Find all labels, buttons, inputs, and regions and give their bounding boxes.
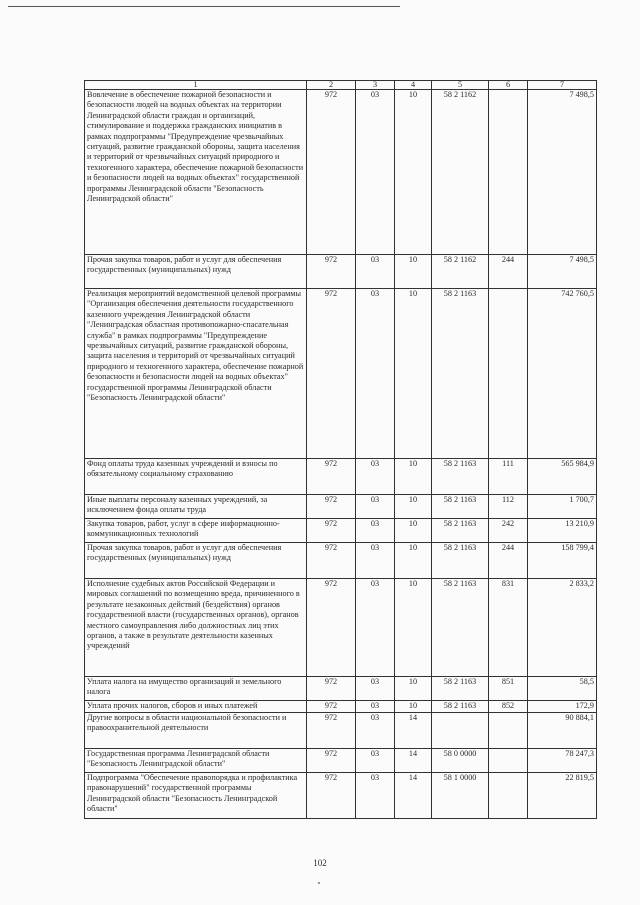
row-description: Уплата прочих налогов, сборов и иных платежей [85,701,307,713]
row-amount: 22 819,5 [528,773,597,819]
row-amount: 172,9 [528,701,597,713]
row-subsection: 10 [395,90,432,255]
row-amount: 565 984,9 [528,459,597,495]
row-grbs: 972 [307,701,356,713]
row-section: 03 [356,495,395,519]
row-description: Другие вопросы в области национальной безопасности и правоохранительной деятельности [85,713,307,749]
row-description: Подпрограмма "Обеспечение правопорядка и профилактика правонарушений" государственной программы Ленинградской области "Безопасность Ленинградской области" [85,773,307,819]
row-subsection: 10 [395,579,432,677]
row-subsection: 10 [395,459,432,495]
table-row [85,677,597,701]
row-target-code: 58 2 1163 [432,459,489,495]
row-description: Государственная программа Ленинградской области "Безопасность Ленинградской области" [85,749,307,773]
row-grbs: 972 [307,90,356,255]
row-description: Иные выплаты персоналу казенных учреждений, за исключением фонда оплаты труда [85,495,307,519]
row-section: 03 [356,90,395,255]
table-row [85,459,597,495]
row-section: 03 [356,289,395,459]
row-target-code: 58 2 1163 [432,677,489,701]
table-row [85,519,597,543]
row-target-code: 58 0 0000 [432,749,489,773]
row-expense-type: 242 [489,519,528,543]
row-expense-type: 244 [489,255,528,289]
row-expense-type [489,749,528,773]
scan-speck [318,882,320,884]
row-subsection: 10 [395,255,432,289]
row-description: Фонд оплаты труда казенных учреждений и взносы по обязательному социальному страхованию [85,459,307,495]
row-grbs: 972 [307,495,356,519]
row-target-code: 58 2 1163 [432,519,489,543]
row-grbs: 972 [307,677,356,701]
row-amount: 7 498,5 [528,255,597,289]
row-subsection: 10 [395,677,432,701]
row-target-code: 58 2 1163 [432,701,489,713]
table-row [85,749,597,773]
row-section: 03 [356,677,395,701]
row-expense-type: 111 [489,459,528,495]
table-row [85,289,597,459]
budget-table [84,80,597,819]
row-target-code: 58 2 1163 [432,543,489,579]
row-expense-type: 831 [489,579,528,677]
table-row [85,495,597,519]
row-target-code: 58 1 0000 [432,773,489,819]
row-target-code: 58 2 1163 [432,289,489,459]
row-expense-type [489,289,528,459]
row-section: 03 [356,749,395,773]
row-grbs: 972 [307,459,356,495]
table-row [85,713,597,749]
row-section: 03 [356,543,395,579]
row-target-code: 58 2 1163 [432,495,489,519]
row-target-code: 58 2 1162 [432,255,489,289]
row-amount: 1 700,7 [528,495,597,519]
row-subsection: 10 [395,519,432,543]
row-amount: 2 833,2 [528,579,597,677]
row-section: 03 [356,773,395,819]
row-description: Исполнение судебных актов Российской Федерации и мировых соглашений по возмещению вреда, причиненного в результате незаконных действий (бездействия) органов государственной власти (государственных органов), органов местного самоуправления либо должностных лиц этих органов, а также в результате деятельности казенных учреждений [85,579,307,677]
row-target-code: 58 2 1162 [432,90,489,255]
row-section: 03 [356,701,395,713]
row-amount: 7 498,5 [528,90,597,255]
row-target-code [432,713,489,749]
table-row [85,90,597,255]
row-description: Прочая закупка товаров, работ и услуг для обеспечения государственных (муниципальных) нужд [85,543,307,579]
header-row [85,81,597,90]
page-number: 102 [313,858,327,868]
row-amount: 13 210,9 [528,519,597,543]
row-expense-type: 112 [489,495,528,519]
row-target-code: 58 2 1163 [432,579,489,677]
row-subsection: 10 [395,495,432,519]
col-header: 6 [489,81,528,90]
col-header: 5 [432,81,489,90]
row-amount: 90 884,1 [528,713,597,749]
row-section: 03 [356,459,395,495]
row-expense-type: 244 [489,543,528,579]
row-expense-type: 852 [489,701,528,713]
table-row [85,579,597,677]
row-expense-type [489,90,528,255]
row-expense-type [489,773,528,819]
row-amount: 58,5 [528,677,597,701]
top-rule [8,6,400,7]
table-row [85,773,597,819]
row-section: 03 [356,713,395,749]
row-description: Прочая закупка товаров, работ и услуг для обеспечения государственных (муниципальных) нужд [85,255,307,289]
row-section: 03 [356,579,395,677]
col-header: 4 [395,81,432,90]
table-row [85,543,597,579]
row-subsection: 10 [395,701,432,713]
row-subsection: 14 [395,773,432,819]
row-subsection: 14 [395,749,432,773]
row-subsection: 14 [395,713,432,749]
row-grbs: 972 [307,519,356,543]
row-subsection: 10 [395,543,432,579]
col-header: 1 [85,81,307,90]
row-grbs: 972 [307,543,356,579]
row-grbs: 972 [307,773,356,819]
row-section: 03 [356,255,395,289]
row-amount: 158 799,4 [528,543,597,579]
row-grbs: 972 [307,713,356,749]
row-amount: 742 760,5 [528,289,597,459]
row-section: 03 [356,519,395,543]
row-grbs: 972 [307,749,356,773]
row-description: Закупка товаров, работ, услуг в сфере информационно-коммуникационных технологий [85,519,307,543]
row-grbs: 972 [307,289,356,459]
row-expense-type: 851 [489,677,528,701]
row-expense-type [489,713,528,749]
col-header: 2 [307,81,356,90]
row-amount: 78 247,3 [528,749,597,773]
row-subsection: 10 [395,289,432,459]
row-description: Реализация мероприятий ведомственной целевой программы "Организация обеспечения деятельности государственного казенного учреждения Ленинградской области "Ленинградская областная противопожарно-спасательная служба" в рамках подпрограммы "Предупреждение чрезвычайных ситуаций, развитие гражданской обороны, защита населения и территорий от чрезвычайных ситуаций природного и техногенного характера, обеспечение пожарной безопасности и безопасности людей на водных объектах" государственной программы Ленинградской области "Безопасность Ленинградской области" [85,289,307,459]
col-header: 3 [356,81,395,90]
row-description: Уплата налога на имущество организаций и земельного налога [85,677,307,701]
table-row [85,255,597,289]
row-description: Вовлечение в обеспечение пожарной безопасности и безопасности людей на водных объектах на территории Ленинградской области граждан и организаций, стимулирование и поддержка гражданских инициатив в рамках подпрограммы "Предупреждение чрезвычайных ситуаций, развитие гражданской обороны, защита населения и территорий от чрезвычайных ситуаций природного и техногенного характера, обеспечение пожарной безопасности и безопасности людей на водных объектах" государственной программы Ленинградской области "Безопасность Ленинградской области" [85,90,307,255]
row-grbs: 972 [307,255,356,289]
row-grbs: 972 [307,579,356,677]
col-header: 7 [528,81,597,90]
table-row [85,701,597,713]
